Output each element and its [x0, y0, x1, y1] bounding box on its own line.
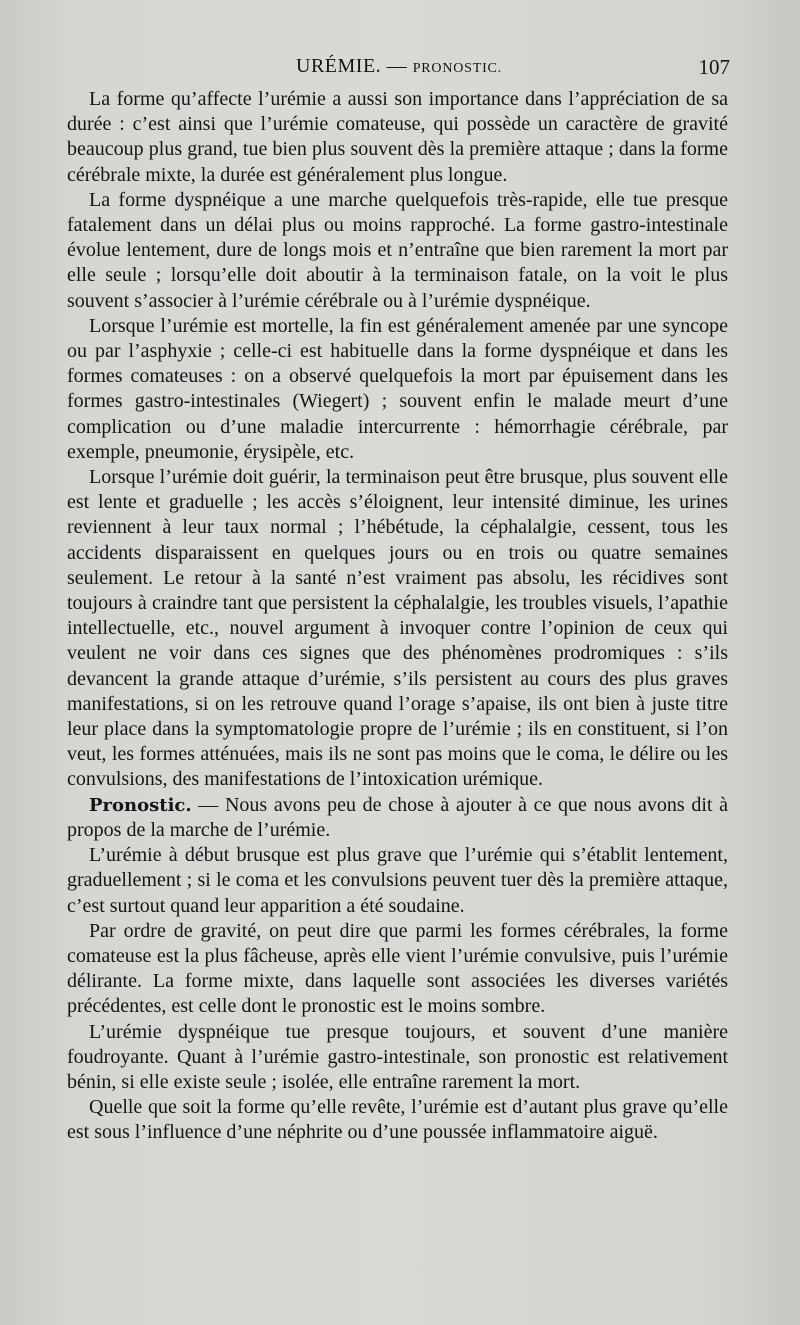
paragraph: [67, 1020, 728, 1096]
paragraph: [67, 87, 728, 188]
section-paragraph-pronostic: [67, 793, 728, 843]
running-title: [68, 55, 730, 78]
paragraph-text: Par ordre de gravité, on peut dire que parmi les formes cérébrales, la forme comateuse est la plus fâcheuse, après elle vient l’urémie convulsive, puis l’urémie délirante. La forme mixte, dans laquelle sont associées les diverses variétés précédentes, est celle dont le pronostic est le moins sombre.: [67, 919, 728, 1018]
paragraph-text: L’urémie dyspnéique tue presque toujours, et souvent d’une manière foudroyante. Quant à l’urémie gastro-intestinale, son pronostic est relativement bénin, si elle existe seule ; isolée, elle entraîne rarement la mort.: [67, 1020, 728, 1093]
running-header: [68, 55, 730, 83]
paragraph-text: La forme dyspnéique a une marche quelquefois très-rapide, elle tue presque fatalement dans un délai plus ou moins rapproché. La forme gastro-intestinale évolue lentement, dure de longs mois et n’entraîne que bien rarement la mort par elle seule ; lorsqu’elle doit aboutir à la terminaison fatale, on la voit le plus souvent s’associer à l’urémie cérébrale ou à l’urémie dyspnéique.: [67, 188, 728, 312]
paragraph-text: Quelle que soit la forme qu’elle revête, l’urémie est d’autant plus grave qu’elle est sous l’influence d’une néphrite ou d’une poussée inflammatoire aiguë.: [67, 1096, 728, 1144]
header-title: URÉMIE.: [296, 55, 382, 77]
paragraph: [67, 188, 728, 314]
paragraph-text: La forme qu’affecte l’urémie a aussi son importance dans l’appréciation de sa durée : c’est ainsi que l’urémie comateuse, qui possède un caractère de gravité beaucoup plus grand, tue bien plus souvent dès la première attaque ; dans la forme cérébrale mixte, la durée est généralement plus longue.: [67, 88, 728, 186]
header-subtitle: PRONOSTIC.: [412, 61, 502, 76]
page-number: 107: [698, 55, 730, 79]
header-separator: —: [386, 55, 408, 77]
paragraph-text: — Nous avons peu de chose à ajouter à ce que nous avons dit à propos de la marche de l’urémie.: [67, 793, 728, 841]
paragraph: [67, 314, 728, 465]
paragraph: [67, 465, 728, 793]
page-body: [67, 87, 728, 1146]
paragraph-text: L’urémie à début brusque est plus grave que l’urémie qui s’établit lentement, graduellement ; si le coma et les convulsions peuvent tuer dès la première attaque, c’est surtout quand leur apparition a été soudaine.: [67, 844, 728, 917]
paragraph: [67, 843, 728, 919]
paragraph-text: Lorsque l’urémie doit guérir, la terminaison peut être brusque, plus souvent elle est lente et graduelle ; les accès s’éloignent, leur intensité diminue, les urines reviennent à leur taux normal ; l’hébétude, la céphalalgie, cessent, tous les accidents disparaissent en quelques jours ou en trois ou quatre semaines seulement. Le retour à la santé n’est vraiment pas absolu, les récidives sont toujours à craindre tant que persistent la céphalalgie, les troubles visuels, l’apathie intellectuelle, etc., nouvel argument à invoquer contre l’opinion de ceux qui veulent ne voir dans ces signes que des phénomènes prodromiques : s’ils devancent la grande attaque d’urémie, s’ils persistent au cours des plus graves manifestations, si on les retrouve quand l’orage s’apaise, ils ont bien à juste titre leur place dans la symptomatologie propre de l’urémie ; ils en constituent, si l’on veut, les formes atténuées, mais ils ne sont pas moins que le coma, le délire ou les convulsions, des manifestations de l’intoxication urémique.: [67, 466, 728, 791]
paragraph-text: Lorsque l’urémie est mortelle, la fin est généralement amenée par une syncope ou par l’asphyxie ; celle-ci est habituelle dans la forme dyspnéique et dans les formes comateuses : on a observé quelquefois la mort par épuisement dans les formes gastro-intestinales (Wiegert) ; souvent enfin le malade meurt d’une complication ou d’une maladie intercurrente : hémorrhagie cérébrale, par exemple, pneumonie, érysipèle, etc.: [67, 314, 728, 463]
paragraph: [67, 919, 728, 1020]
paragraph: [67, 1095, 728, 1145]
section-heading: Pronostic.: [89, 794, 192, 816]
